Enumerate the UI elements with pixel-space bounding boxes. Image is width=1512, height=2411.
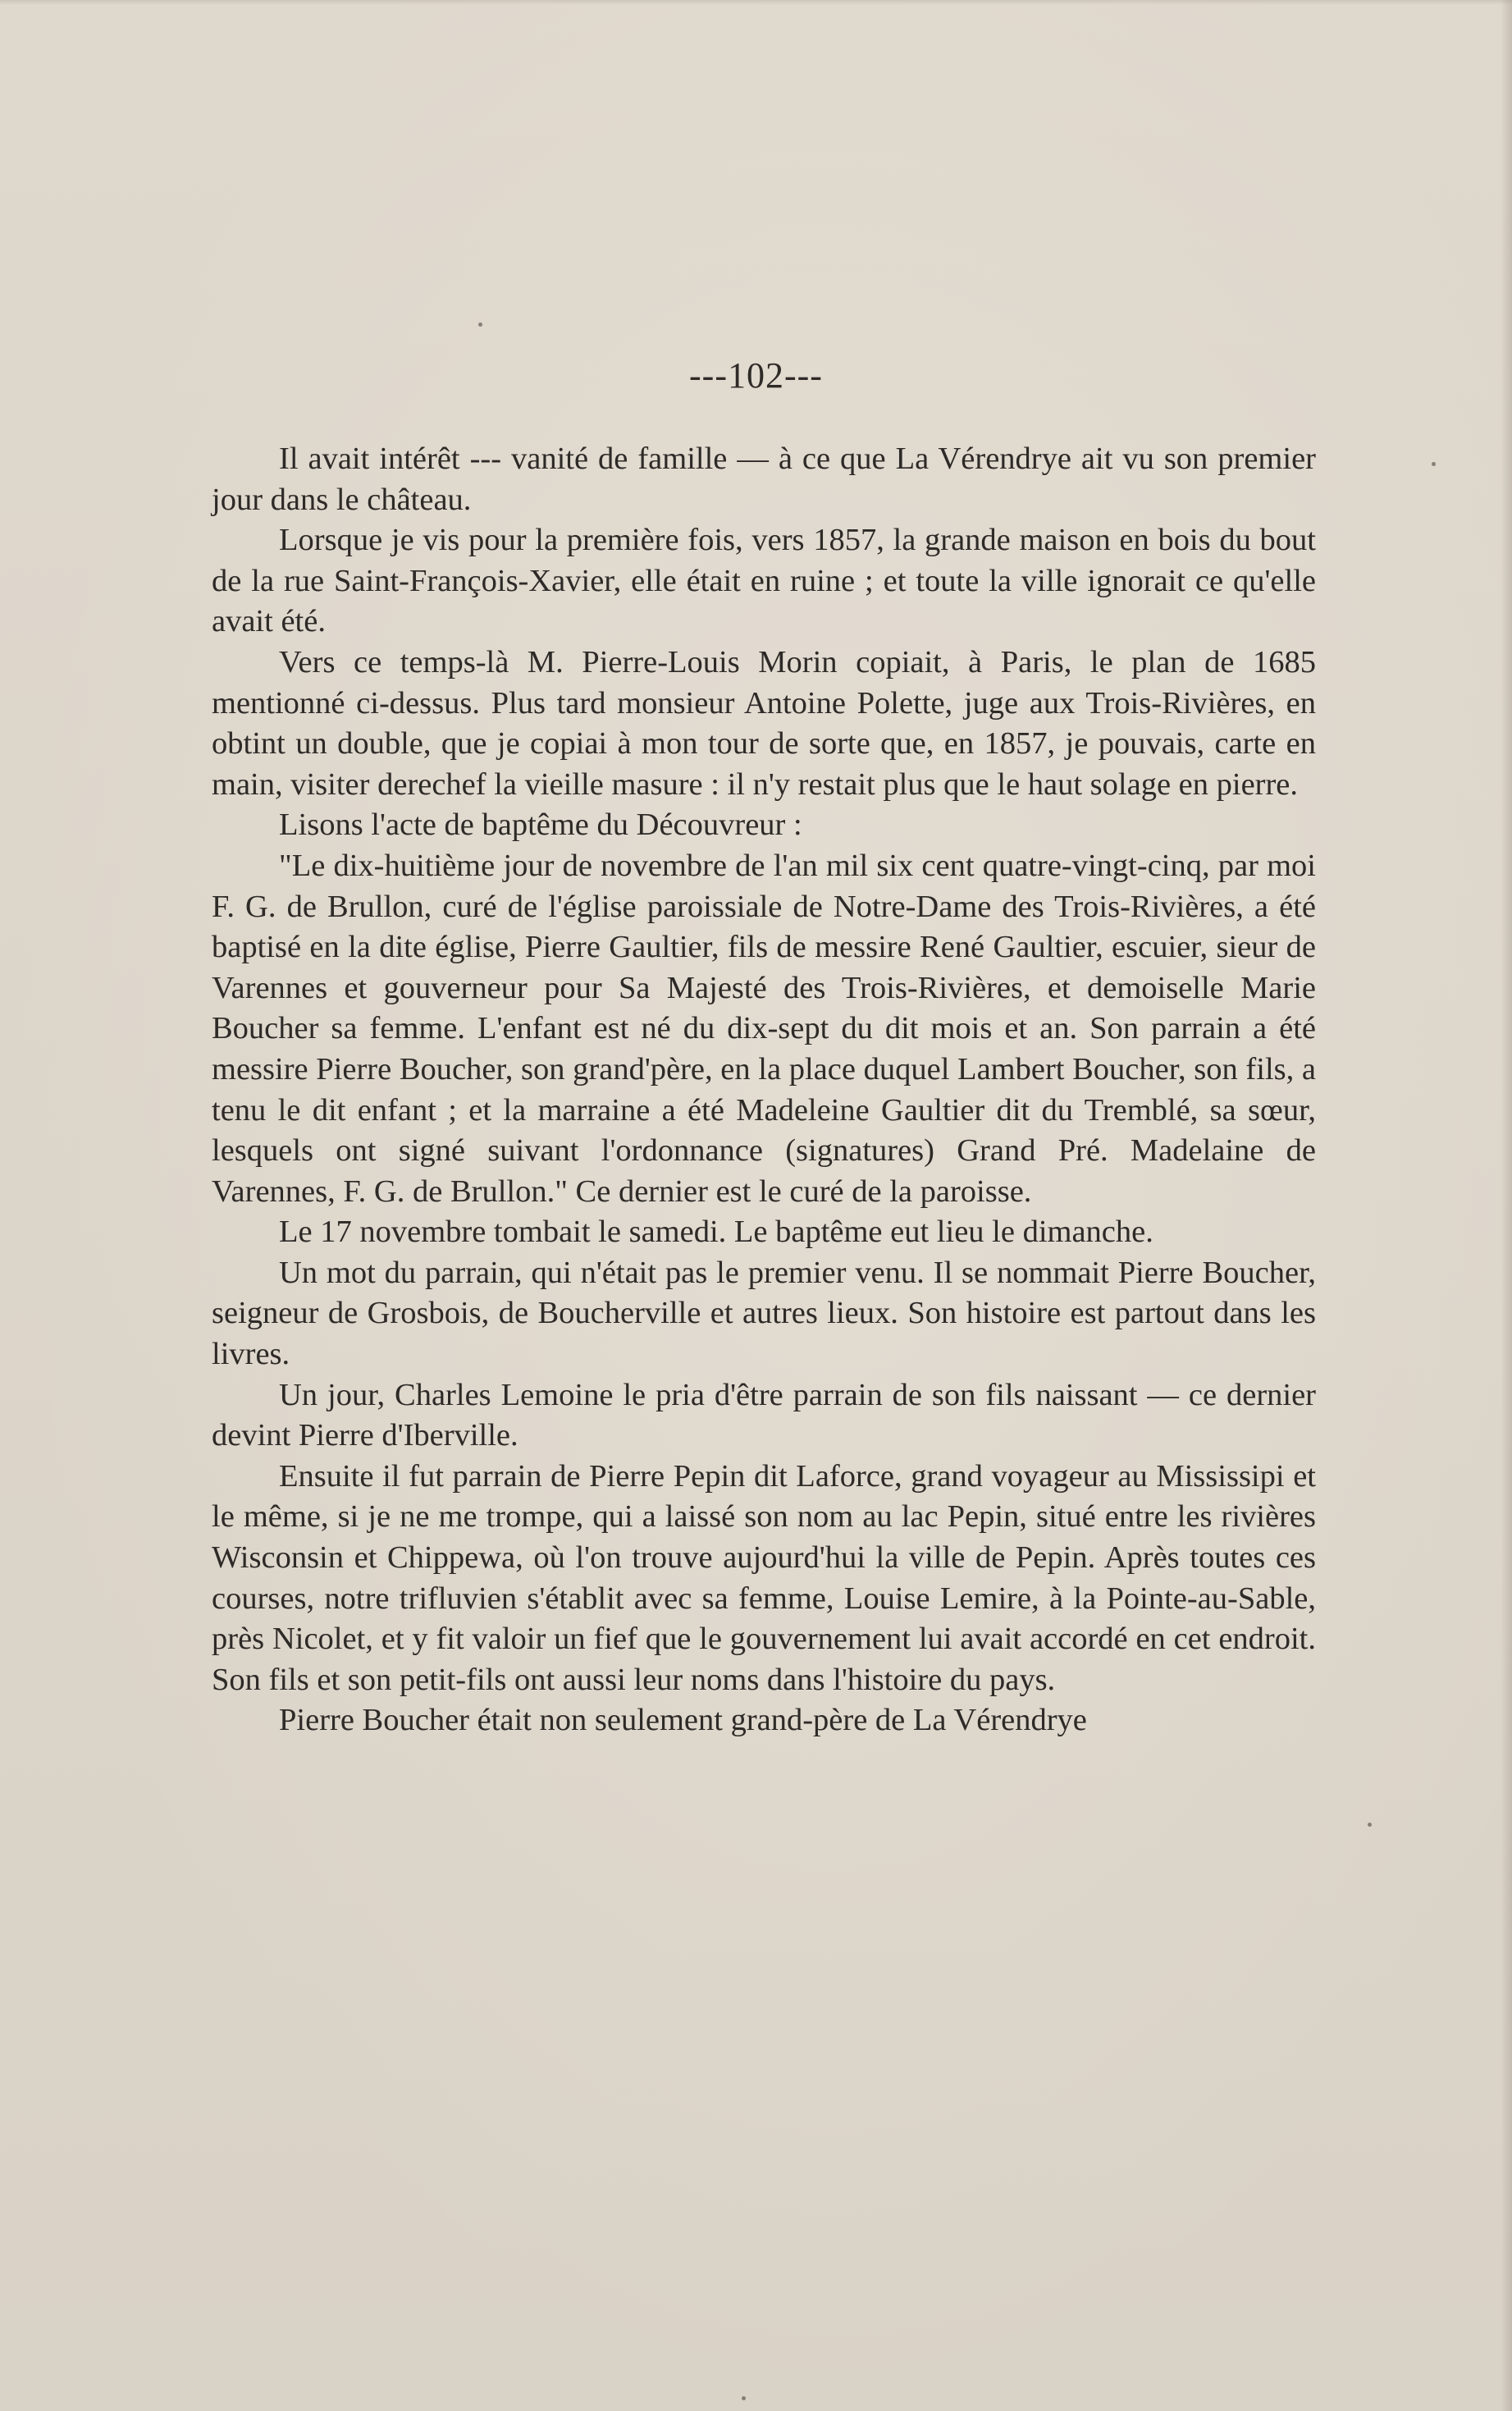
page-speck bbox=[742, 2396, 746, 2400]
paragraph-parrain: Un mot du parrain, qui n'était pas le premier venu. Il se nommait Pierre Boucher, seigneur de Grosbois, de Boucherville et autres lieux. Son histoire est partout dans les livres. bbox=[212, 1255, 1316, 1372]
paragraph-plan-1685: Vers ce temps-là M. Pierre-Louis Morin copiait, à Paris, le plan de 1685 mentionné ci-dessus. Plus tard monsieur Antoine Polette, juge aux Trois-Rivières, en obtint un double, que je copiai à mon tour de sorte que, en 1857, je pouvais, carte en main, visiter derechef la vieille masure : il n'y restait plus que le haut solage en pierre. bbox=[212, 644, 1316, 802]
paragraph-17-novembre: Le 17 novembre tombait le samedi. Le baptême eut lieu le dimanche. bbox=[279, 1215, 1153, 1250]
paragraph-acte-intro: Lisons l'acte de baptême du Découvreur : bbox=[279, 807, 802, 843]
page-speck bbox=[478, 323, 482, 327]
page-speck bbox=[1368, 1823, 1372, 1827]
page-top-edge-shadow bbox=[0, 0, 1512, 5]
body-text bbox=[212, 439, 1316, 1741]
paragraph-pepin: Ensuite il fut parrain de Pierre Pepin dit Laforce, grand voyageur au Mississipi et le même, si je ne me trompe, qui a laissé son nom au lac Pepin, situé entre les rivières Wisconsin et Chippewa, où l'on trouve aujourd'hui la ville de Pepin. Après toutes ces courses, notre trifluvien s'établit avec sa femme, Louise Lemire, à la Pointe-au-Sable, près Nicolet, et y fit valoir un fief que le gouvernement lui avait accordé en cet endroit. Son fils et son petit-fils ont aussi leur noms dans l'histoire du pays. bbox=[212, 1458, 1316, 1697]
page-number: ---102--- bbox=[689, 355, 823, 396]
paragraph-acte-bapteme: "Le dix-huitième jour de novembre de l'an mil six cent quatre-vingt-cinq, par moi F. G. de Brullon, curé de l'église paroissiale de Notre-Dame des Trois-Rivières, a été baptisé en la dite église, Pierre Gaultier, fils de messire René Gaultier, escuier, sieur de Varennes et gouverneur pour Sa Majesté des Trois-Rivières, et demoiselle Marie Boucher sa femme. L'enfant est né du dix-sept du dit mois et an. Son parrain a été messire Pierre Boucher, son grand'père, en la place duquel Lambert Boucher, son fils, a tenu le dit enfant ; et la marraine a été Madeleine Gaultier dit du Tremblé, sa sœur, lesquels ont signé suivant l'ordonnance (signatures) Grand Pré. Madelaine de Varennes, F. G. de Brullon." Ce dernier est le curé de la paroisse. bbox=[212, 848, 1316, 1209]
paragraph-iberville: Un jour, Charles Lemoine le pria d'être parrain de son fils naissant — ce dernier devint Pierre d'Iberville. bbox=[212, 1377, 1316, 1453]
page-speck bbox=[1432, 462, 1436, 466]
paragraph-grande-maison: Lorsque je vis pour la première fois, vers 1857, la grande maison en bois du bout de la rue Saint-François-Xavier, elle était en ruine ; et toute la ville ignorait ce qu'elle avait été. bbox=[212, 523, 1316, 639]
paragraph-vanite: Il avait intérêt --- vanité de famille — à ce que La Vérendrye ait vu son premier jour dans le château. bbox=[212, 441, 1316, 517]
paragraph-pierre-boucher: Pierre Boucher était non seulement grand-père de La Vérendrye bbox=[279, 1703, 1087, 1738]
